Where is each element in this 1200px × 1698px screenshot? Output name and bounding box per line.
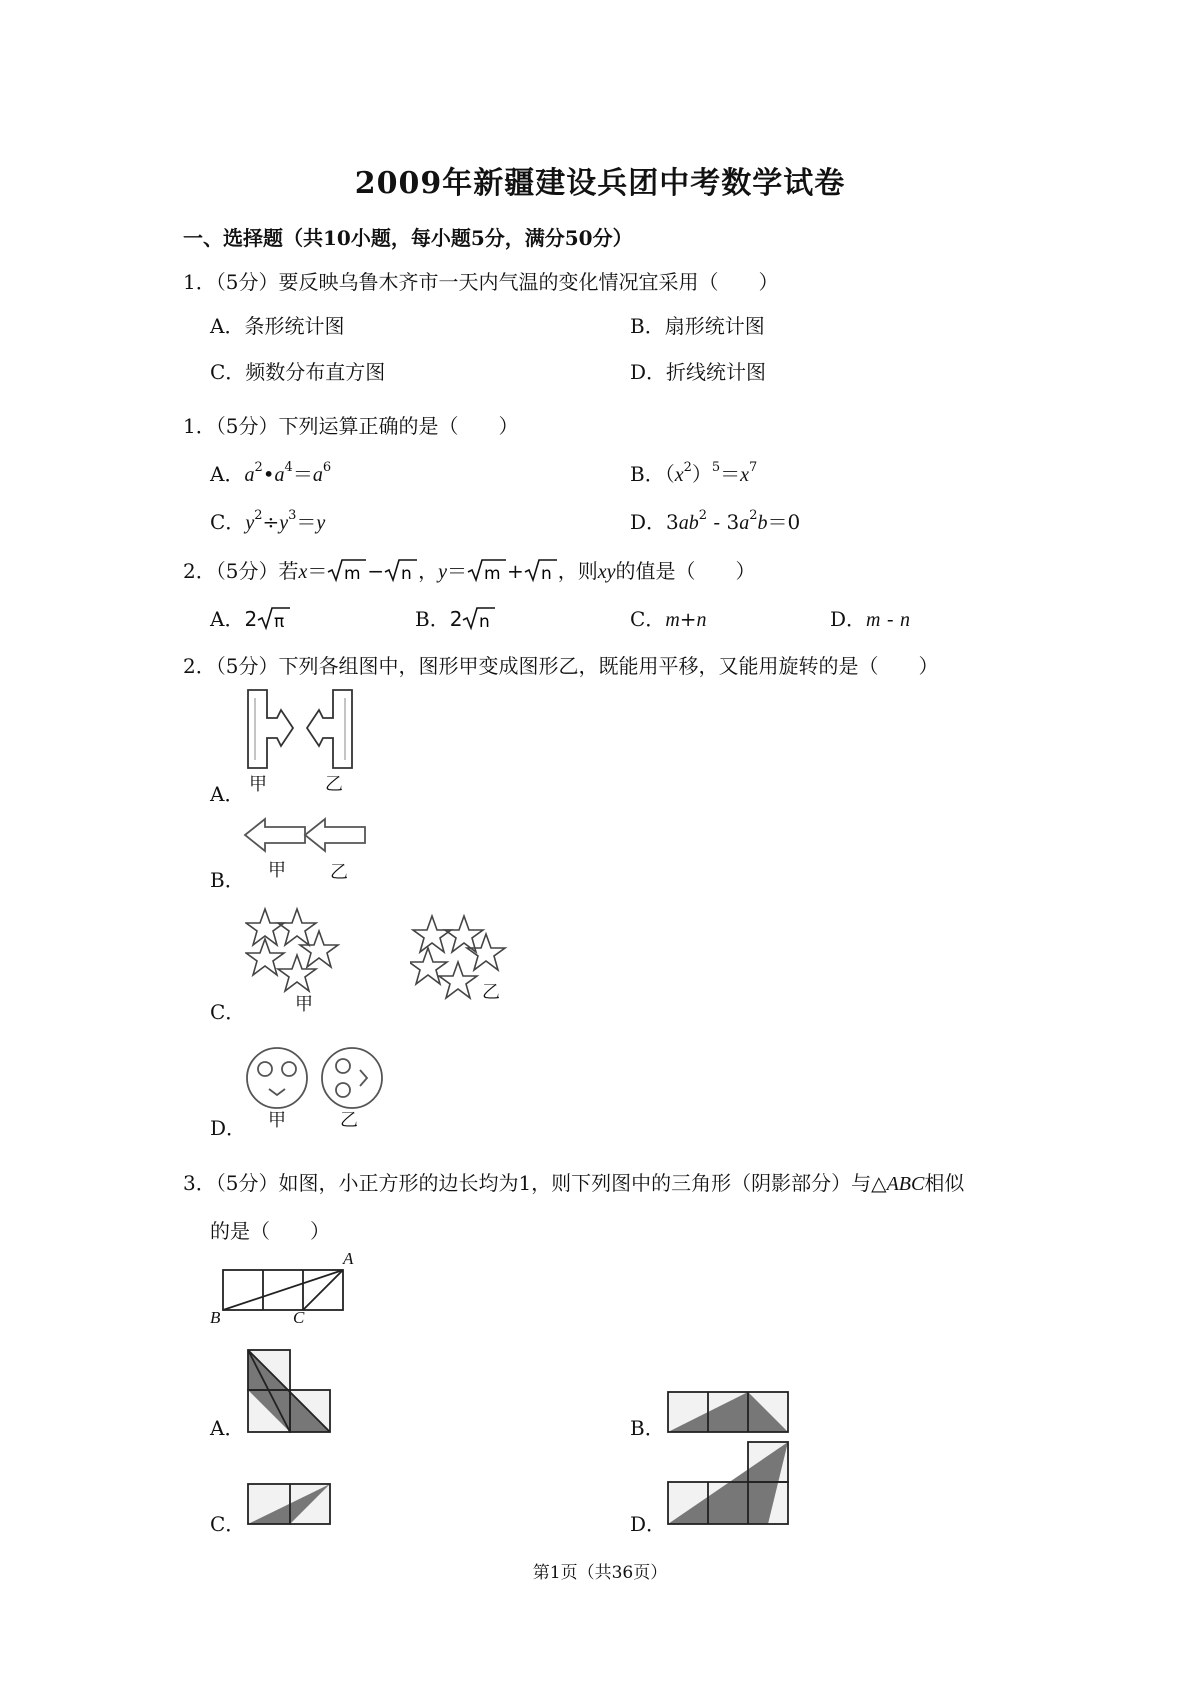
sqrt-m-icon: [467, 558, 507, 584]
q4-a-yi: 乙: [325, 774, 343, 795]
q1-option-b: B．扇形统计图: [630, 314, 765, 338]
q5-reference-figure: [210, 1258, 360, 1330]
q5-abc: ABC: [886, 1173, 925, 1195]
section-heading: 一、选择题（共10小题，每小题5分，满分50分）: [183, 226, 633, 250]
q4-option-a-label: A．: [210, 782, 245, 806]
sqrt-pi-icon: [257, 606, 291, 632]
q3-option-a-label: A．: [210, 607, 245, 631]
question-2-stem: 1．（5分）下列运算正确的是（ ）: [183, 414, 519, 438]
q3-option-d: D．m - n: [830, 607, 910, 631]
q2-option-d: D．$3ab^2 - 3a^2b=0$: [630, 508, 801, 534]
q3-option-b-label: B．: [415, 607, 450, 631]
q3-option-b: B．2 n: [415, 603, 496, 632]
q4-b-yi: 乙: [330, 862, 348, 883]
q5-option-c-figure: [246, 1480, 332, 1526]
svg-text:n: n: [540, 564, 552, 584]
page-title: 2009年新疆建设兵团中考数学试卷: [354, 166, 846, 201]
q4-figure-c-stars-jia: [245, 905, 345, 995]
page-footer: 第1页（共36页）: [532, 1563, 668, 1583]
q5-option-a-figure: [246, 1348, 332, 1434]
q5-option-d-figure: [666, 1440, 792, 1526]
q5-stem-line1: 3．（5分）如图，小正方形的边长均为1，则下列图中的三角形（阴影部分）与△: [183, 1171, 887, 1195]
q3-stem-suffix: ，则: [557, 559, 598, 583]
q1-option-d: D．折线统计图: [630, 360, 767, 384]
q1-option-c: C．频数分布直方图: [210, 360, 386, 384]
q3-option-d-label: D．: [830, 607, 867, 631]
question-5-stem-line2: 的是（ ）: [210, 1219, 330, 1243]
svg-text:m: m: [484, 564, 501, 584]
q4-c-jia: 甲: [295, 994, 313, 1015]
q5-stem-line1-end: 相似: [924, 1171, 965, 1195]
q2-option-a-label: A．: [210, 462, 245, 486]
question-1-stem: 1．（5分）要反映乌鲁木齐市一天内气温的变化情况宜采用（ ）: [183, 270, 779, 294]
q3-stem-prefix: 2．（5分）若: [183, 559, 299, 583]
sqrt-n-icon: [524, 558, 558, 584]
question-4-stem: 2．（5分）下列各组图中，图形甲变成图形乙，既能用平移，又能用旋转的是（ ）: [183, 654, 939, 678]
q5-label-a: A: [343, 1249, 354, 1268]
q4-figure-d-faces: [245, 1045, 385, 1115]
q5-option-b-figure: [666, 1388, 792, 1434]
q5-option-c-label: C．: [210, 1512, 246, 1536]
q4-figure-b: [243, 815, 368, 855]
question-5-stem-line1: [183, 1167, 964, 1196]
q2-option-c-label: C．: [210, 510, 246, 534]
q3-option-c-label: C．: [630, 607, 666, 631]
q2-option-b-label: B．（: [630, 462, 675, 486]
q4-option-b-label: B．: [210, 868, 245, 892]
q5-label-c: C: [293, 1308, 305, 1327]
q5-label-b: B: [210, 1308, 221, 1327]
q2-option-c: C．$y^2\div y^3=y$: [210, 508, 326, 534]
q4-option-d-label: D．: [210, 1116, 247, 1140]
sqrt-m-icon: [327, 558, 367, 584]
q5-option-d-label: D．: [630, 1512, 667, 1536]
q4-c-yi: 乙: [482, 982, 500, 1003]
q4-option-c-label: C．: [210, 1000, 246, 1024]
svg-text:π: π: [274, 612, 285, 632]
q4-d-jia: 甲: [268, 1110, 286, 1131]
q2-option-a: A．$a^2•a^4=a^6$: [210, 460, 332, 486]
q5-option-b-label: B．: [630, 1416, 665, 1440]
q2-option-d-label: D．3: [630, 510, 679, 534]
q2-option-b: B．$(x^2)^5=x^7$: [630, 460, 758, 486]
question-3-stem: 2．（5分）若x＝ m − n ，y＝ m + n ，则xy的值是（ ）: [183, 559, 756, 584]
q4-b-jia: 甲: [268, 860, 286, 881]
svg-text:m: m: [344, 564, 361, 584]
q3-option-c: C．m+n: [630, 607, 707, 631]
q5-option-a-label: A．: [210, 1416, 245, 1440]
q3-option-a: A．2 π: [210, 603, 291, 632]
sqrt-n-icon: [462, 606, 496, 632]
svg-text:n: n: [401, 564, 412, 584]
sqrt-n-icon: [384, 558, 418, 584]
svg-text:n: n: [479, 612, 491, 632]
q4-d-yi: 乙: [340, 1110, 358, 1131]
q3-stem-end: 的值是（ ）: [615, 559, 756, 583]
q4-a-jia: 甲: [249, 774, 267, 795]
q1-option-a: A．条形统计图: [210, 314, 345, 338]
